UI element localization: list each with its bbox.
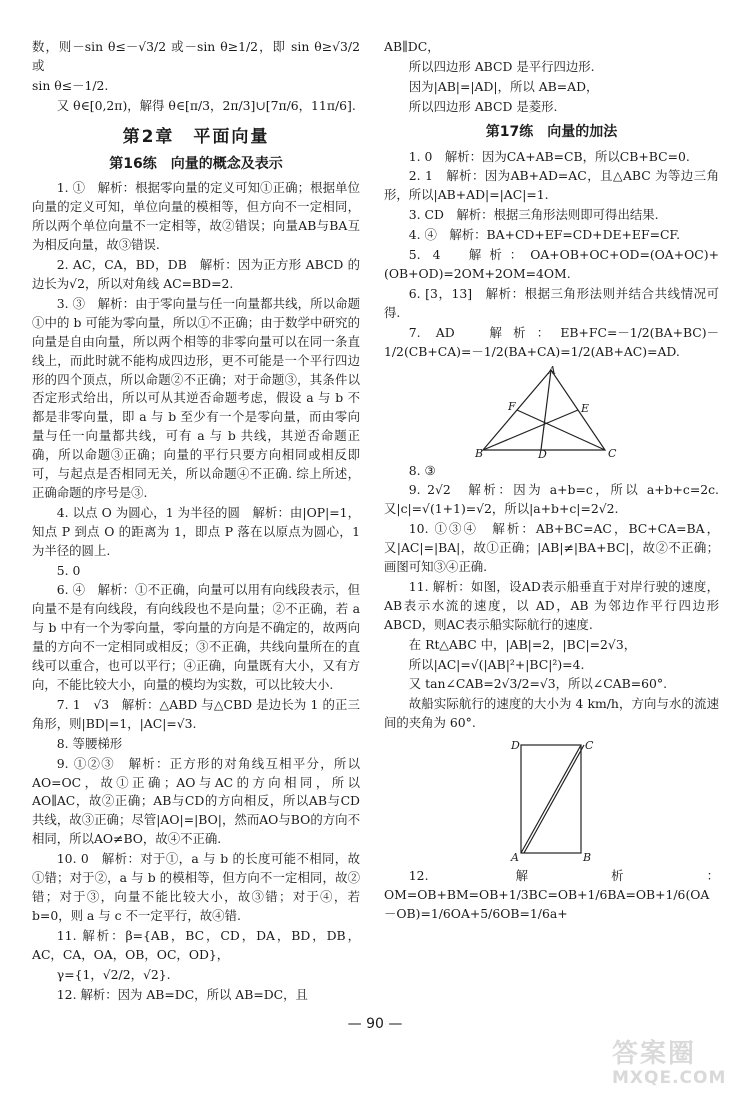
page-number: — 90 —: [347, 1016, 403, 1032]
answer-16-11-gamma: γ={1，√2/2，√2}.: [56, 966, 171, 982]
median-ad-line: [541, 370, 551, 450]
answer-17-11-line3: 所以|AC|=√(|AB|²+|BC|²)=4.: [408, 656, 585, 672]
answer-17-4: 4. ④ 解析：BA+CD+EF=CD+DE+EF=CF.: [408, 227, 681, 243]
fig1-label-d: D: [537, 447, 547, 461]
triangle-figure: [474, 363, 627, 461]
watermark-bottom-text: MXQE.COM: [612, 1068, 727, 1088]
answer-17-9: 9. 2√2 解析：因为 a+b=c，所以 a+b+c=2c. 又|c|=√(1+1)=√2，所以|a+b+c|=2√2.: [384, 482, 719, 517]
watermark-top-text: 答案圈: [612, 1039, 697, 1069]
answer-16-2: 2. AC，CA，BD，DB 解析：因为正方形 ABCD 的边长为√2，所以对角线 AC=BD=2.: [32, 257, 360, 291]
fig1-label-f: F: [507, 399, 516, 413]
left-column: [32, 38, 360, 1005]
answer-16-11: 11. 解析：β={AB，BC，CD，DA，BD，DB，AC，CA，OA，OB，OC，OD}，: [32, 927, 360, 962]
fig1-label-e: E: [580, 401, 589, 415]
answer-16-6: 6. ④ 解析：①不正确，向量可以用有向线段表示，但向量不是有向线段，有向线段也不是向量；②不正确，若 a 与 b 中有一个为零向量，零向量的方向是不确定的，故两向量的方向不一定相同或相反；③不正确，共线向量所在的直线可以重合，也可以平行；④正确，向量既有大小，又有方向，不能比较大小，向量的模均为实数，可以比较大小.: [32, 582, 360, 692]
fig2-label-c: C: [584, 739, 593, 753]
fig1-label-b: B: [474, 446, 483, 460]
answer-17-3: 3. CD 解析：根据三角形法则即可得出结果.: [408, 207, 659, 223]
fig2-label-b: B: [582, 851, 591, 865]
answer-16-10: 10. 0 解析：对于①，a 与 b 的长度可能不相同，故①错；对于②，a 与 b 的模相等，但方向不一定相同，故②错；对于③，向量不能比较大小，故③错；对于④，若 b=0，则 a 与 c 不一定平行，故④错.: [32, 851, 360, 923]
answer-16-12: 12. 解析：因为 AB=DC，所以 AB=DC，且: [56, 986, 308, 1002]
answer-17-6: 6. [3，13] 解析：根据三角形法则并结合共线情况可得.: [384, 285, 719, 320]
answer-16-1: 1. ① 解析：根据零向量的定义可知①正确；根据单位向量的定义可知，单位向量的模相等，但方向不一定相同，所以两个单位向量不一定相等，故②错误；向量AB与BA互为相反向量，故③错误.: [32, 180, 360, 253]
answer-17-5: 5. 4 解析：OA+OB+OC+OD=(OA+OC)+(OB+OD)=2OM+2OM=4OM.: [384, 247, 719, 281]
intro-line-1: 数，则－sin θ≤－√3/2 或－sin θ≥1/2，即 sin θ≥√3/2 或: [32, 39, 360, 73]
parallelogram-figure: [507, 737, 597, 863]
right-column: [384, 38, 719, 925]
chapter-title: 第2章 平面向量: [122, 126, 270, 147]
answer-16-5: 5. 0: [56, 562, 81, 578]
right-intro-1: AB∥DC，: [384, 39, 440, 54]
answer-17-2: 2. 1 解析：因为AB+AD=AC，且△ABC 为等边三角形，所以|AB+AD|=|AC|=1.: [384, 168, 719, 203]
answer-17-11: 11. 解析：如图，设AD表示船垂直于对岸行驶的速度，AB表示水流的速度，以 AD，AB 为邻边作平行四边形ABCD，则AC表示船实际航行的速度.: [384, 578, 719, 632]
intro-line-2: sin θ≤－1/2.: [32, 77, 109, 93]
answer-17-12: 12. 解析：OM=OB+BM=OB+1/3BC=OB+1/6BA=OB+1/6(OA－OB)=1/6OA+5/6OB=1/6a+: [384, 868, 719, 921]
site-watermark: [612, 1040, 742, 1090]
answer-17-10: 10. ①③④ 解析：AB+BC=AC，BC+CA=BA，又|AC|=|BA|，故①正确；|AB|≠|BA+BC|，故②不正确；画图可知③④正确.: [384, 521, 719, 575]
answer-17-7: 7. AD 解析：EB+FC=－1/2(BA+BC)－1/2(CB+CA)=－1/2(BA+CA)=1/2(AB+AC)=AD.: [384, 324, 719, 359]
answer-17-1: 1. 0 解析：因为CA+AB=CB，所以CB+BC=0.: [408, 148, 690, 164]
answer-16-8: 8. 等腰梯形: [56, 735, 123, 751]
answer-16-3: 3. ③ 解析：由于零向量与任一向量都共线，所以命题①中的 b 可能为零向量，所以①不正确；由于数学中研究的向量是自由向量，所以两个相等的非零向量可以在同一条直线上，而此时就不能构成四边形，更不可能是一个平行四边形的四个顶点，所以命题②不正确；对于命题③，其条件以否定形式给出，所以可从其逆否命题考虑，假设 a 与 b 不都是非零向量，即 a 与 b 至少有一个是零向量，而由零向量与任一向量都共线，可有 a 与 b 共线，其逆否命题正确，所以命题③正确；向量的平行只要方向相同或相反即可，与起点是否相同无关，所以命题④不正确. 综上所述，正确命题的序号是③.: [32, 295, 360, 500]
fig2-label-a: A: [510, 851, 519, 865]
answer-16-9: 9. ①②③ 解析：正方形的对角线互相平分，所以AO=OC，故①正确；AO与AC的方向相同，所以AO∥AC，故②正确；AB与CD的方向相反，所以AB与CD共线，故③正确；尽管|AO|=|BO|，然而AO与BO的方向不相同，所以AO≠BO，故④不正确.: [32, 755, 360, 847]
answer-16-4: 4. 以点 O 为圆心，1 为半径的圆 解析：由|OP|=1，知点 P 到点 O 的距离为 1，即点 P 落在以原点为圆心，1 为半径的圆上.: [32, 504, 360, 558]
right-intro-2: 所以四边形 ABCD 是平行四边形.: [408, 58, 595, 74]
right-intro-3: 因为|AB|=|AD|，所以 AB=AD，: [408, 78, 599, 94]
answer-17-11-line2: 在 Rt△ABC 中，|AB|=2，|BC|=2√3，: [408, 636, 637, 652]
section-title-16: 第16练 向量的概念及表示: [109, 155, 283, 172]
diagonal-ac-line-2: [524, 745, 584, 853]
intro-line-3: 又 θ∈[0,2π)，解得 θ∈[π/3，2π/3]∪[7π/6，11π/6].: [56, 97, 356, 113]
answer-17-8: 8. ③: [408, 462, 436, 478]
answer-17-11-line4: 又 tan∠CAB=2√3/2=√3，所以∠CAB=60°.: [408, 676, 668, 692]
diagonal-ac-line: [521, 745, 581, 853]
section-title-17: 第17练 向量的加法: [485, 123, 618, 140]
fig1-label-a: A: [547, 363, 556, 377]
answer-17-11-line5: 故船实际航行的速度的大小为 4 km/h，方向与水的流速间的夹角为 60°.: [384, 696, 719, 731]
fig1-label-c: C: [607, 446, 616, 460]
right-intro-4: 所以四边形 ABCD 是菱形.: [408, 98, 558, 114]
fig2-label-d: D: [510, 739, 520, 753]
answer-16-7: 7. 1 √3 解析：△ABD 与△CBD 是边长为 1 的正三角形，则|BD|=1，|AC|=√3.: [32, 696, 360, 731]
